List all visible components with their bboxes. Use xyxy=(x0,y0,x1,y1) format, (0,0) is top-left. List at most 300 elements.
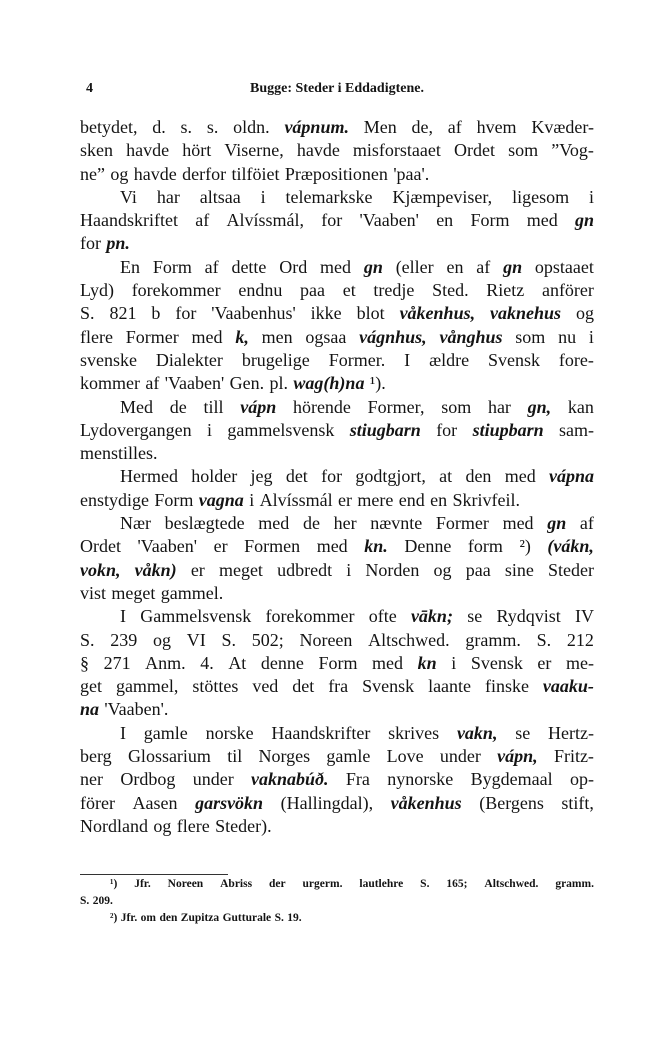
running-title: Bugge: Steder i Eddadigtene. xyxy=(250,81,424,96)
word: op- xyxy=(569,769,594,790)
word: § xyxy=(80,652,89,673)
word: Love xyxy=(386,746,424,767)
word: oldn. xyxy=(233,117,270,137)
word: i xyxy=(260,186,266,207)
word: Altschwed. xyxy=(484,878,539,890)
word: fra xyxy=(328,676,349,697)
word: stift, xyxy=(561,792,594,813)
word: 'Vaabenhus' xyxy=(211,303,296,324)
word: Jfr. xyxy=(134,878,151,890)
word: Haandskriftet xyxy=(80,210,178,231)
text-line xyxy=(80,605,594,628)
text-line xyxy=(80,139,594,162)
word: ”Vog- xyxy=(551,140,594,161)
text-line xyxy=(80,675,594,698)
text-line xyxy=(80,209,594,232)
word: de, xyxy=(411,117,434,137)
word: som xyxy=(508,140,539,161)
word: fore- xyxy=(558,349,594,370)
word: b xyxy=(151,303,161,324)
word: for xyxy=(80,233,101,254)
word: gn xyxy=(574,210,594,231)
text-line xyxy=(80,629,594,652)
word: betydet, xyxy=(80,117,138,137)
word: kan xyxy=(567,396,594,417)
word: til xyxy=(227,746,243,767)
word: 239 xyxy=(110,629,138,650)
text-line xyxy=(80,442,594,465)
word: og xyxy=(575,303,594,324)
text-line xyxy=(80,419,594,442)
word: Hertz- xyxy=(548,722,594,743)
word: våkenhus, xyxy=(399,303,476,324)
word: Vi xyxy=(120,186,137,207)
word: 4. xyxy=(200,652,214,673)
word: de xyxy=(302,513,320,534)
word: Svensk xyxy=(487,349,540,370)
word: nynorske xyxy=(387,769,454,790)
word: gammel. xyxy=(160,582,224,603)
word: der xyxy=(269,878,286,890)
word: opstaaet xyxy=(534,256,594,277)
word: sam- xyxy=(558,419,594,440)
word: na xyxy=(80,699,100,720)
word: menstilles. xyxy=(80,443,158,464)
body-text xyxy=(80,116,594,838)
word: S. xyxy=(420,878,430,890)
word: ældre xyxy=(429,349,470,370)
word: Præpositionen xyxy=(284,163,388,184)
word: en xyxy=(430,489,448,510)
text-line xyxy=(80,535,594,558)
word: ligesom xyxy=(512,186,570,207)
word: er xyxy=(338,489,352,510)
word: 821 xyxy=(109,303,137,324)
word: mere xyxy=(357,489,394,510)
word: med xyxy=(504,466,536,487)
word: af xyxy=(447,117,462,137)
text-line xyxy=(80,792,594,815)
text-line xyxy=(80,326,594,349)
word: vápn, xyxy=(497,746,538,767)
word: ne” xyxy=(80,163,105,184)
word: s. xyxy=(206,117,219,137)
word: Viserne, xyxy=(224,140,284,161)
word: Form xyxy=(318,652,358,673)
word: S. xyxy=(221,629,236,650)
word: Zupitza xyxy=(180,912,220,924)
word: og xyxy=(110,163,129,184)
word: Kjæmpeviser, xyxy=(392,186,493,207)
word: ¹) xyxy=(110,878,118,890)
word: Ord xyxy=(279,256,308,277)
word: tredje xyxy=(373,280,415,301)
word: Lydovergangen xyxy=(80,419,192,440)
word: I xyxy=(404,349,411,370)
word: vaaku- xyxy=(542,676,594,697)
word: En xyxy=(120,256,140,277)
word: skrives xyxy=(388,722,440,743)
word: flere xyxy=(80,326,113,347)
word: forekommer xyxy=(265,606,355,627)
word: de xyxy=(169,396,187,417)
word: Steder xyxy=(548,559,594,580)
word: udbredt xyxy=(277,559,333,580)
word: Former, xyxy=(367,396,425,417)
word: Rietz xyxy=(486,280,525,301)
footnote-rule xyxy=(80,874,228,875)
word: og xyxy=(433,559,452,580)
text-line xyxy=(80,815,594,838)
word: Fra xyxy=(345,769,370,790)
word: Nordland xyxy=(80,815,148,836)
word: 209. xyxy=(92,895,113,907)
word: endnu xyxy=(238,280,283,301)
word: meget xyxy=(111,582,156,603)
text-line xyxy=(80,396,594,419)
word: en xyxy=(436,210,454,231)
word: under xyxy=(192,769,234,790)
word: med xyxy=(316,536,348,557)
footnote-line xyxy=(80,876,594,893)
word: VI xyxy=(186,629,206,650)
word: af xyxy=(204,256,219,277)
word: end xyxy=(398,489,425,510)
word: norske xyxy=(205,722,254,743)
word: vånghus xyxy=(439,326,503,347)
text-line xyxy=(80,698,594,721)
word: godtgjort, xyxy=(355,466,426,487)
word: vaknabúð. xyxy=(251,769,329,790)
word: Lyd) xyxy=(80,280,114,301)
word: er xyxy=(213,536,228,557)
word: 502; xyxy=(251,629,284,650)
word: for xyxy=(175,303,197,324)
word: vākn; xyxy=(410,606,453,627)
text-line xyxy=(80,372,594,395)
word: 'paa'. xyxy=(393,163,430,184)
word: med xyxy=(258,513,290,534)
word: Steder). xyxy=(215,815,272,836)
word: vágnhus, xyxy=(359,326,427,347)
word: Gutturale xyxy=(222,912,272,924)
word: ner xyxy=(80,769,103,790)
word: havde xyxy=(133,163,177,184)
word: sken xyxy=(80,140,113,161)
word: me- xyxy=(565,652,594,673)
word: gn xyxy=(363,256,383,277)
word: IV xyxy=(574,606,594,627)
word: Anm. xyxy=(145,652,186,673)
word: gramm. xyxy=(465,629,521,650)
word: med xyxy=(191,326,223,347)
word: till xyxy=(203,396,224,417)
word: Fritz- xyxy=(553,746,594,767)
word: Dialekter xyxy=(155,349,223,370)
word: i xyxy=(249,489,255,510)
word: med xyxy=(526,210,558,231)
word: Former xyxy=(435,513,489,534)
word: garsvökn xyxy=(195,792,264,813)
word: det xyxy=(292,676,315,697)
word: denne xyxy=(260,652,304,673)
word: og xyxy=(152,629,171,650)
word: ogsaa xyxy=(305,326,347,347)
word: pn. xyxy=(106,233,130,254)
word: paa xyxy=(300,280,326,301)
word: det xyxy=(285,466,308,487)
word: (vákn, xyxy=(547,536,594,557)
word: er xyxy=(190,559,205,580)
word: nu xyxy=(558,326,577,347)
word: sine xyxy=(504,559,534,580)
word: 19. xyxy=(287,912,302,924)
word: med xyxy=(502,513,534,534)
text-line xyxy=(80,256,594,279)
word: med xyxy=(372,652,404,673)
word: her xyxy=(333,513,357,534)
word: Gen. xyxy=(229,373,265,394)
word: hvem xyxy=(476,117,517,137)
word: altsaa xyxy=(199,186,241,207)
word: i xyxy=(588,186,594,207)
word: (Hallingdal), xyxy=(280,792,374,813)
word: vakn, xyxy=(456,722,498,743)
word: I xyxy=(120,606,126,627)
text-line xyxy=(80,489,594,512)
word: stiugbarn xyxy=(349,419,421,440)
word: Glossarium xyxy=(127,746,211,767)
word: get xyxy=(80,676,102,697)
word: med xyxy=(320,256,352,277)
text-line xyxy=(80,582,594,605)
footnote-line xyxy=(80,910,594,927)
word: Jfr. xyxy=(120,912,138,924)
text-line xyxy=(80,232,594,255)
word: er xyxy=(537,652,552,673)
word: 'Vaaben'. xyxy=(104,699,169,720)
word: af xyxy=(476,256,491,277)
word: Form xyxy=(154,489,194,510)
text-line xyxy=(80,163,594,186)
word: (eller xyxy=(395,256,434,277)
word: Haandskrifter xyxy=(271,722,371,743)
word: beslægtede xyxy=(164,513,245,534)
word: et xyxy=(342,280,356,301)
footnotes xyxy=(80,876,594,927)
word: At xyxy=(228,652,247,673)
word: misforstaaet xyxy=(352,140,441,161)
text-line xyxy=(80,116,594,139)
text-line xyxy=(80,279,594,302)
text-line xyxy=(80,512,594,535)
word: i xyxy=(346,559,352,580)
word: telemarkske xyxy=(285,186,373,207)
word: Alvíssmál xyxy=(259,489,333,510)
word: under xyxy=(439,746,481,767)
word: har xyxy=(487,396,511,417)
text-line xyxy=(80,559,594,582)
word: anförer xyxy=(541,280,594,301)
word: I xyxy=(120,722,126,743)
word: ofte xyxy=(368,606,397,627)
word: svenske xyxy=(80,349,137,370)
word: og xyxy=(153,815,172,836)
word: Gammelsvensk xyxy=(140,606,252,627)
word: kommer xyxy=(80,373,140,394)
text-line xyxy=(80,465,594,488)
word: Ordet xyxy=(454,140,495,161)
word: stiupbarn xyxy=(472,419,544,440)
word: gn, xyxy=(527,396,552,417)
word: S. xyxy=(274,912,284,924)
word: Hermed xyxy=(120,466,178,487)
word: har xyxy=(156,186,180,207)
word: at xyxy=(439,466,453,487)
word: Altschwed. xyxy=(368,629,450,650)
word: enstydige xyxy=(80,489,149,510)
word: jeg xyxy=(250,466,273,487)
word: den xyxy=(465,466,492,487)
word: förer xyxy=(80,792,115,813)
word: som xyxy=(441,396,472,417)
word: for xyxy=(321,466,343,487)
word: blot xyxy=(356,303,385,324)
text-line xyxy=(80,745,594,768)
word: dette xyxy=(231,256,267,277)
word: Ordbog xyxy=(120,769,176,790)
word: i xyxy=(207,419,213,440)
text-line xyxy=(80,768,594,791)
word: brugelige xyxy=(241,349,310,370)
word: vápnum. xyxy=(284,117,349,137)
page-number: 4 xyxy=(86,81,93,96)
word: Denne xyxy=(404,536,452,557)
word: gammelsvensk xyxy=(227,419,335,440)
word: af xyxy=(195,210,210,231)
word: en xyxy=(446,256,464,277)
word: urgerm. xyxy=(302,878,343,890)
word: af xyxy=(579,513,594,534)
word: gamle xyxy=(143,722,188,743)
word: men xyxy=(261,326,293,347)
word: pl. xyxy=(269,373,289,394)
word: Abriss xyxy=(220,878,253,890)
word: Norges xyxy=(258,746,311,767)
word: stöttes xyxy=(192,676,239,697)
word: vápna xyxy=(549,466,594,487)
word: i xyxy=(588,326,594,347)
text-line xyxy=(80,186,594,209)
word: form xyxy=(467,536,503,557)
word: 'Vaaben' xyxy=(164,373,225,394)
word: Bygdemaal xyxy=(470,769,553,790)
word: holder xyxy=(191,466,238,487)
word: af xyxy=(145,373,160,394)
word: havde xyxy=(296,140,340,161)
word: berg xyxy=(80,746,112,767)
word: Ordet xyxy=(80,536,121,557)
word: laante xyxy=(428,676,472,697)
word: ²) xyxy=(110,912,118,924)
word: den xyxy=(159,912,178,924)
word: gammel, xyxy=(115,676,179,697)
word: om xyxy=(140,912,157,924)
word: k, xyxy=(235,326,249,347)
word: Men xyxy=(363,117,397,137)
word: Formen xyxy=(244,536,301,557)
word: Kvæder- xyxy=(531,117,594,137)
word: gramm. xyxy=(555,878,594,890)
word: vagna xyxy=(198,489,244,510)
word: som xyxy=(515,326,546,347)
word: for xyxy=(321,210,343,231)
text-line xyxy=(80,302,594,325)
word: 271 xyxy=(103,652,131,673)
word: vápn xyxy=(240,396,277,417)
word: se xyxy=(515,722,531,743)
word: hört xyxy=(182,140,212,161)
word: lautlehre xyxy=(359,878,404,890)
word: våkn) xyxy=(134,559,177,580)
word: Form xyxy=(152,256,192,277)
word: gamle xyxy=(326,746,371,767)
word: forekommer xyxy=(131,280,221,301)
word: d. xyxy=(152,117,166,137)
word: 'Vaaben' xyxy=(359,210,419,231)
word: våkenhus xyxy=(390,792,462,813)
word: for xyxy=(436,419,458,440)
word: Svensk xyxy=(362,676,415,697)
word: ved xyxy=(252,676,279,697)
word: havde xyxy=(126,140,170,161)
text-line xyxy=(80,722,594,745)
word: tilföiet xyxy=(231,163,280,184)
word: Noreen xyxy=(299,629,353,650)
word: Skrivfeil. xyxy=(452,489,521,510)
text-line xyxy=(80,652,594,675)
word: vist xyxy=(80,582,107,603)
word: meget xyxy=(218,559,263,580)
word: ²) xyxy=(519,536,531,557)
word: Sted. xyxy=(432,280,469,301)
word: Form xyxy=(470,210,510,231)
word: (Bergens xyxy=(479,792,544,813)
word: S. xyxy=(80,303,95,324)
text-line xyxy=(80,349,594,372)
word: se xyxy=(467,606,483,627)
word: vokn, xyxy=(80,559,121,580)
word: Alvíssmál, xyxy=(226,210,304,231)
word: paa xyxy=(465,559,491,580)
word: 165; xyxy=(446,878,468,890)
word: i xyxy=(451,652,457,673)
word: kn. xyxy=(364,536,388,557)
word: 212 xyxy=(566,629,594,650)
word: Nær xyxy=(120,513,151,534)
word: vaknehus xyxy=(490,303,562,324)
word: gn xyxy=(547,513,567,534)
word: S. xyxy=(80,895,90,907)
word: Aasen xyxy=(132,792,178,813)
word: hörende xyxy=(292,396,351,417)
footnote-line xyxy=(80,893,594,910)
word: Rydqvist xyxy=(496,606,561,627)
word: flere xyxy=(176,815,210,836)
page-header xyxy=(80,80,594,98)
word: Noreen xyxy=(167,878,204,890)
word: Svensk xyxy=(470,652,523,673)
